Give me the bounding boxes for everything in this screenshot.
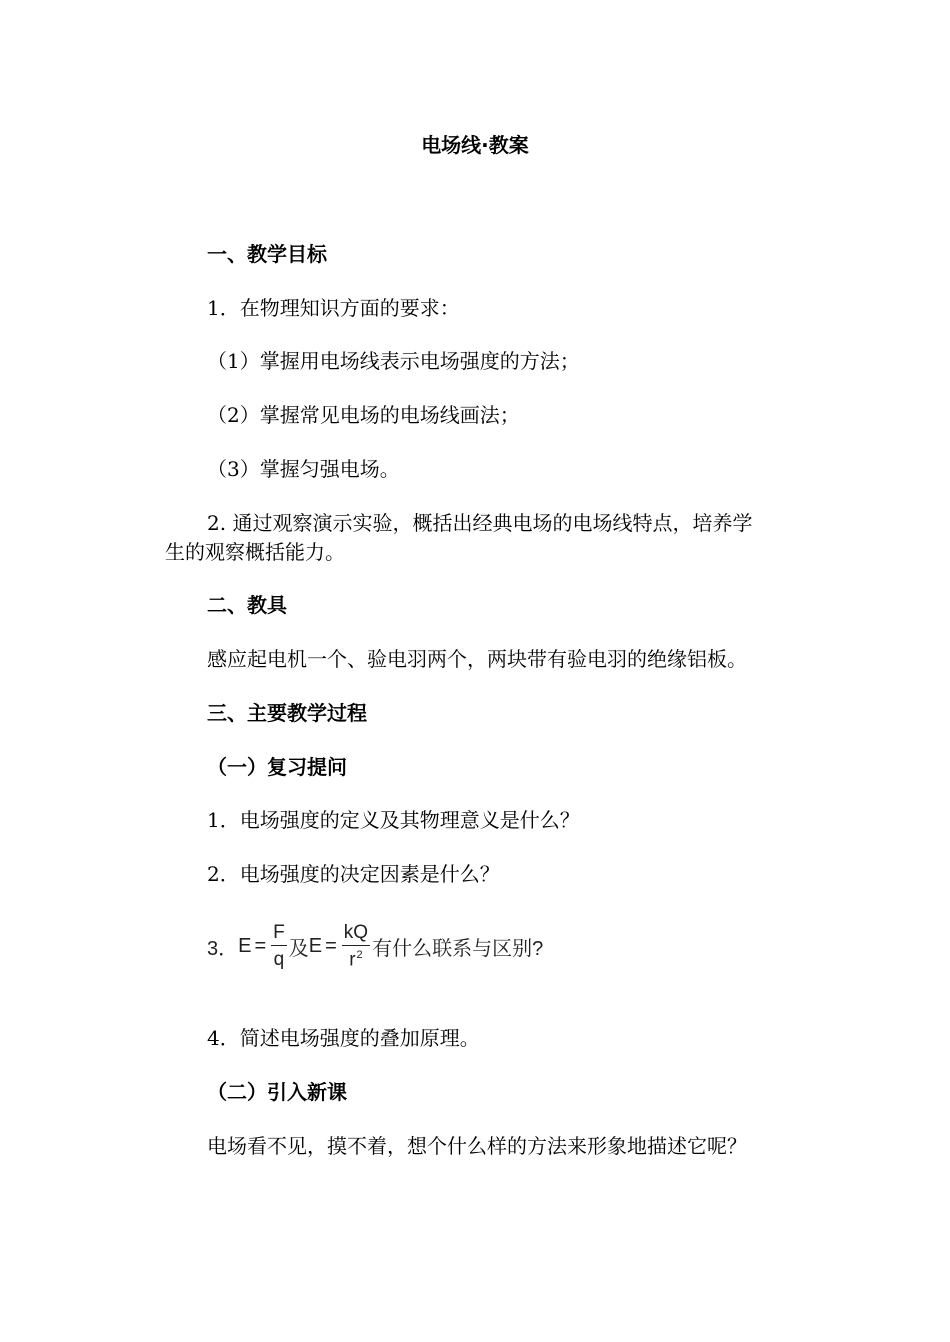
review-question-2: 2．电场强度的决定因素是什么？ [207,862,500,886]
fraction-denominator [349,946,362,969]
review-question-1: 1．电场强度的定义及其物理意义是什么？ [207,808,580,832]
section-heading-equipment: 二、教具 [207,593,287,617]
introduction-text: 电场看不见，摸不着，想个什么样的方法来形象地描述它呢？ [207,1134,747,1158]
subsection-heading-introduction: （二）引入新课 [207,1080,347,1104]
subsection-heading-review: （一）复习提问 [207,755,347,779]
denominator-exponent: 2 [356,948,363,961]
objective-item-1: 1．在物理知识方面的要求： [207,296,460,320]
objective-item-2-line-2: 生的观察概括能力。 [165,540,345,564]
formula-suffix: 有什么联系与区别? [372,937,544,960]
formula-prefix: 3． [207,937,239,960]
fraction-kq-over-r2 [342,923,370,969]
section-heading-process: 三、主要教学过程 [207,701,367,725]
review-question-4: 4．简述电场强度的叠加原理。 [207,1026,480,1050]
fraction-f-over-q [271,923,287,969]
formula-equals-2: = [325,934,337,957]
formula-e2: E [308,934,323,957]
formula-and: 及 [288,937,309,960]
objective-sub-item-2: （2）掌握常见电场的电场线画法； [207,403,520,427]
objective-item-2-line-1: 2. 通过观察演示实验，概括出经典电场的电场线特点，培养学 [207,511,753,535]
review-question-3-formula [207,914,543,978]
objective-sub-item-3: （3）掌握匀强电场。 [207,457,400,481]
fraction-denominator: q [273,949,285,970]
fraction-numerator: F [271,923,287,946]
fraction-numerator: kQ [342,923,370,946]
section-heading-objectives: 一、教学目标 [207,242,327,266]
denominator-base: r [349,949,356,971]
page-title: 电场线·教案 [421,133,529,157]
formula-e1: E [238,934,252,957]
equipment-text: 感应起电机一个、验电羽两个，两块带有验电羽的绝缘铝板。 [207,647,747,671]
objective-sub-item-1: （1）掌握用电场线表示电场强度的方法； [207,349,580,373]
formula-equals-1: = [254,934,267,957]
